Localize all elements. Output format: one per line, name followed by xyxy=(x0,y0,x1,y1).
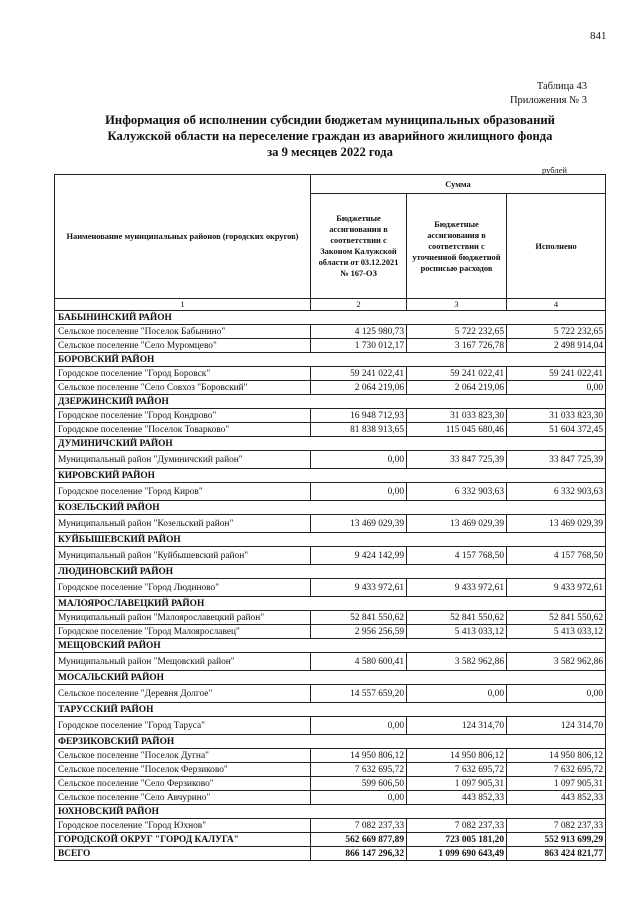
executed-value: 13 469 029,39 xyxy=(507,515,606,533)
table-row xyxy=(55,547,606,565)
empty-cell xyxy=(507,469,606,483)
law-allocation-value: 14 950 806,12 xyxy=(311,749,407,763)
header-sum: Сумма xyxy=(311,175,606,194)
table-row xyxy=(55,777,606,791)
empty-cell xyxy=(311,597,407,611)
executed-value: 7 632 695,72 xyxy=(507,763,606,777)
executed-value: 3 582 962,86 xyxy=(507,653,606,671)
municipality-name: Муниципальный район "Думиничский район" xyxy=(55,451,311,469)
law-allocation-value: 866 147 296,32 xyxy=(311,847,407,861)
table-row xyxy=(55,339,606,353)
region-header-row xyxy=(55,671,606,685)
region-name: ЮХНОВСКИЙ РАЙОН xyxy=(55,805,311,819)
table-row xyxy=(55,515,606,533)
law-allocation-value: 0,00 xyxy=(311,451,407,469)
total-row xyxy=(55,833,606,847)
region-header-row xyxy=(55,533,606,547)
law-allocation-value: 2 956 256,59 xyxy=(311,625,407,639)
revised-allocation-value: 33 847 725,39 xyxy=(407,451,507,469)
empty-cell xyxy=(407,395,507,409)
region-header-row xyxy=(55,437,606,451)
municipality-name: Сельское поселение "Поселок Дугна" xyxy=(55,749,311,763)
law-allocation-value: 1 730 012,17 xyxy=(311,339,407,353)
column-number: 2 xyxy=(311,299,407,311)
document-title xyxy=(60,112,600,160)
column-number: 3 xyxy=(407,299,507,311)
table-row xyxy=(55,653,606,671)
law-allocation-value: 2 064 219,06 xyxy=(311,381,407,395)
empty-cell xyxy=(507,437,606,451)
law-allocation-value: 7 632 695,72 xyxy=(311,763,407,777)
region-header-row xyxy=(55,805,606,819)
empty-cell xyxy=(407,533,507,547)
municipality-name: Городское поселение "Город Малоярославец" xyxy=(55,625,311,639)
empty-cell xyxy=(311,353,407,367)
executed-value: 4 157 768,50 xyxy=(507,547,606,565)
revised-allocation-value: 7 082 237,33 xyxy=(407,819,507,833)
law-allocation-value: 7 082 237,33 xyxy=(311,819,407,833)
empty-cell xyxy=(311,533,407,547)
law-allocation-value: 14 557 659,20 xyxy=(311,685,407,703)
municipality-name: ГОРОДСКОЙ ОКРУГ "ГОРОД КАЛУГА" xyxy=(55,833,311,847)
region-header-row xyxy=(55,469,606,483)
revised-allocation-value: 5 413 033,12 xyxy=(407,625,507,639)
table-row xyxy=(55,611,606,625)
municipality-name: Сельское поселение "Село Ферзиково" xyxy=(55,777,311,791)
revised-allocation-value: 1 097 905,31 xyxy=(407,777,507,791)
law-allocation-value: 13 469 029,39 xyxy=(311,515,407,533)
revised-allocation-value: 13 469 029,39 xyxy=(407,515,507,533)
municipality-name: Городское поселение "Город Киров" xyxy=(55,483,311,501)
executed-value: 124 314,70 xyxy=(507,717,606,735)
empty-cell xyxy=(507,671,606,685)
revised-allocation-value: 52 841 550,62 xyxy=(407,611,507,625)
region-header-row xyxy=(55,639,606,653)
empty-cell xyxy=(507,805,606,819)
region-name: ТАРУССКИЙ РАЙОН xyxy=(55,703,311,717)
header-revised-allocations: Бюджетные ассигнования в соответствии с уточненной бюджетной росписью расходов xyxy=(407,194,507,299)
table-row xyxy=(55,451,606,469)
table-row xyxy=(55,763,606,777)
municipality-name: Городское поселение "Город Боровск" xyxy=(55,367,311,381)
column-number: 1 xyxy=(55,299,311,311)
empty-cell xyxy=(407,671,507,685)
executed-value: 51 604 372,45 xyxy=(507,423,606,437)
empty-cell xyxy=(311,395,407,409)
revised-allocation-value: 59 241 022,41 xyxy=(407,367,507,381)
revised-allocation-value: 3 167 726,78 xyxy=(407,339,507,353)
empty-cell xyxy=(507,501,606,515)
empty-cell xyxy=(311,703,407,717)
empty-cell xyxy=(311,735,407,749)
region-name: ДЗЕРЖИНСКИЙ РАЙОН xyxy=(55,395,311,409)
empty-cell xyxy=(407,353,507,367)
law-allocation-value: 0,00 xyxy=(311,717,407,735)
revised-allocation-value: 4 157 768,50 xyxy=(407,547,507,565)
law-allocation-value: 0,00 xyxy=(311,483,407,501)
empty-cell xyxy=(311,311,407,325)
header-name: Наименование муниципальных районов (городских округов) xyxy=(55,175,311,299)
executed-value: 5 722 232,65 xyxy=(507,325,606,339)
municipality-name: Сельское поселение "Поселок Бабынино" xyxy=(55,325,311,339)
table-row xyxy=(55,717,606,735)
municipality-name: Муниципальный район "Мещовский район" xyxy=(55,653,311,671)
region-name: МАЛОЯРОСЛАВЕЦКИЙ РАЙОН xyxy=(55,597,311,611)
revised-allocation-value: 9 433 972,61 xyxy=(407,579,507,597)
empty-cell xyxy=(407,311,507,325)
table-row xyxy=(55,409,606,423)
region-header-row xyxy=(55,735,606,749)
empty-cell xyxy=(407,805,507,819)
region-name: МЕЩОВСКИЙ РАЙОН xyxy=(55,639,311,653)
appendix-label: Приложения № 3 xyxy=(509,95,587,106)
currency-unit: рублей xyxy=(542,165,567,175)
table-row xyxy=(55,749,606,763)
empty-cell xyxy=(407,597,507,611)
subsidy-table xyxy=(54,174,606,861)
municipality-name: Муниципальный район "Куйбышевский район" xyxy=(55,547,311,565)
executed-value: 31 033 823,30 xyxy=(507,409,606,423)
executed-value: 14 950 806,12 xyxy=(507,749,606,763)
empty-cell xyxy=(507,735,606,749)
law-allocation-value: 9 424 142,99 xyxy=(311,547,407,565)
region-name: ДУМИНИЧСКИЙ РАЙОН xyxy=(55,437,311,451)
empty-cell xyxy=(507,639,606,653)
total-row xyxy=(55,847,606,861)
revised-allocation-value: 2 064 219,06 xyxy=(407,381,507,395)
executed-value: 52 841 550,62 xyxy=(507,611,606,625)
empty-cell xyxy=(507,597,606,611)
executed-value: 59 241 022,41 xyxy=(507,367,606,381)
region-name: БОРОВСКИЙ РАЙОН xyxy=(55,353,311,367)
table-row xyxy=(55,483,606,501)
empty-cell xyxy=(407,735,507,749)
municipality-name: Городское поселение "Поселок Товарково" xyxy=(55,423,311,437)
page-number: 841 xyxy=(590,30,607,42)
municipality-name: Сельское поселение "Село Муромцево" xyxy=(55,339,311,353)
table-row xyxy=(55,819,606,833)
empty-cell xyxy=(507,311,606,325)
empty-cell xyxy=(407,437,507,451)
empty-cell xyxy=(311,469,407,483)
municipality-name: Муниципальный район "Малоярославецкий район" xyxy=(55,611,311,625)
executed-value: 5 413 033,12 xyxy=(507,625,606,639)
law-allocation-value: 562 669 877,89 xyxy=(311,833,407,847)
empty-cell xyxy=(507,533,606,547)
executed-value: 2 498 914,04 xyxy=(507,339,606,353)
table-row xyxy=(55,381,606,395)
municipality-name: Городское поселение "Город Людиново" xyxy=(55,579,311,597)
executed-value: 0,00 xyxy=(507,381,606,395)
table-caption xyxy=(510,80,587,108)
municipality-name: Муниципальный район "Козельский район" xyxy=(55,515,311,533)
municipality-name: Сельское поселение "Село Совхоз "Боровский" xyxy=(55,381,311,395)
law-allocation-value: 59 241 022,41 xyxy=(311,367,407,381)
header-law-allocations: Бюджетные ассигнования в соответствии с Законом Калужской области от 03.12.2021 № 167-ОЗ xyxy=(311,194,407,299)
table-label: Таблица 43 xyxy=(536,81,587,92)
column-number: 4 xyxy=(507,299,606,311)
revised-allocation-value: 5 722 232,65 xyxy=(407,325,507,339)
revised-allocation-value: 0,00 xyxy=(407,685,507,703)
region-header-row xyxy=(55,597,606,611)
revised-allocation-value: 1 099 690 643,49 xyxy=(407,847,507,861)
table-row xyxy=(55,423,606,437)
empty-cell xyxy=(311,501,407,515)
municipality-name: Городское поселение "Город Кондрово" xyxy=(55,409,311,423)
region-name: ЛЮДИНОВСКИЙ РАЙОН xyxy=(55,565,311,579)
revised-allocation-value: 31 033 823,30 xyxy=(407,409,507,423)
law-allocation-value: 4 580 600,41 xyxy=(311,653,407,671)
table-row xyxy=(55,367,606,381)
region-header-row xyxy=(55,395,606,409)
municipality-name: Городское поселение "Город Таруса" xyxy=(55,717,311,735)
empty-cell xyxy=(311,671,407,685)
executed-value: 7 082 237,33 xyxy=(507,819,606,833)
executed-value: 0,00 xyxy=(507,685,606,703)
table-row xyxy=(55,791,606,805)
empty-cell xyxy=(407,703,507,717)
region-name: КОЗЕЛЬСКИЙ РАЙОН xyxy=(55,501,311,515)
empty-cell xyxy=(407,469,507,483)
revised-allocation-value: 14 950 806,12 xyxy=(407,749,507,763)
empty-cell xyxy=(311,437,407,451)
title-line: Калужской области на переселение граждан из аварийного жилищного фонда xyxy=(107,129,553,143)
table-row xyxy=(55,325,606,339)
empty-cell xyxy=(407,639,507,653)
executed-value: 9 433 972,61 xyxy=(507,579,606,597)
region-header-row xyxy=(55,703,606,717)
revised-allocation-value: 124 314,70 xyxy=(407,717,507,735)
table-body xyxy=(55,311,606,861)
region-header-row xyxy=(55,565,606,579)
empty-cell xyxy=(311,565,407,579)
law-allocation-value: 52 841 550,62 xyxy=(311,611,407,625)
empty-cell xyxy=(507,703,606,717)
region-name: КИРОВСКИЙ РАЙОН xyxy=(55,469,311,483)
region-header-row xyxy=(55,311,606,325)
revised-allocation-value: 723 005 181,20 xyxy=(407,833,507,847)
executed-value: 863 424 821,77 xyxy=(507,847,606,861)
title-line: за 9 месяцев 2022 года xyxy=(267,145,393,159)
law-allocation-value: 0,00 xyxy=(311,791,407,805)
empty-cell xyxy=(311,805,407,819)
empty-cell xyxy=(407,501,507,515)
executed-value: 6 332 903,63 xyxy=(507,483,606,501)
empty-cell xyxy=(407,565,507,579)
table-row xyxy=(55,685,606,703)
revised-allocation-value: 443 852,33 xyxy=(407,791,507,805)
region-name: ФЕРЗИКОВСКИЙ РАЙОН xyxy=(55,735,311,749)
revised-allocation-value: 7 632 695,72 xyxy=(407,763,507,777)
municipality-name: Сельское поселение "Село Авчурино" xyxy=(55,791,311,805)
empty-cell xyxy=(311,639,407,653)
empty-cell xyxy=(507,353,606,367)
revised-allocation-value: 6 332 903,63 xyxy=(407,483,507,501)
region-name: КУЙБЫШЕВСКИЙ РАЙОН xyxy=(55,533,311,547)
header-executed: Исполнено xyxy=(507,194,606,299)
region-header-row xyxy=(55,501,606,515)
municipality-name: Городское поселение "Город Юхнов" xyxy=(55,819,311,833)
executed-value: 1 097 905,31 xyxy=(507,777,606,791)
region-name: МОСАЛЬСКИЙ РАЙОН xyxy=(55,671,311,685)
law-allocation-value: 81 838 913,65 xyxy=(311,423,407,437)
table-row xyxy=(55,625,606,639)
executed-value: 552 913 699,29 xyxy=(507,833,606,847)
revised-allocation-value: 3 582 962,86 xyxy=(407,653,507,671)
municipality-name: Сельское поселение "Деревня Долгое" xyxy=(55,685,311,703)
title-line: Информация об исполнении субсидии бюджетам муниципальных образований xyxy=(105,113,555,127)
revised-allocation-value: 115 045 680,46 xyxy=(407,423,507,437)
empty-cell xyxy=(507,395,606,409)
municipality-name: Сельское поселение "Поселок Ферзиково" xyxy=(55,763,311,777)
executed-value: 443 852,33 xyxy=(507,791,606,805)
law-allocation-value: 16 948 712,93 xyxy=(311,409,407,423)
executed-value: 33 847 725,39 xyxy=(507,451,606,469)
region-name: БАБЫНИНСКИЙ РАЙОН xyxy=(55,311,311,325)
region-header-row xyxy=(55,353,606,367)
table-row xyxy=(55,579,606,597)
law-allocation-value: 9 433 972,61 xyxy=(311,579,407,597)
law-allocation-value: 599 606,50 xyxy=(311,777,407,791)
municipality-name: ВСЕГО xyxy=(55,847,311,861)
empty-cell xyxy=(507,565,606,579)
law-allocation-value: 4 125 980,73 xyxy=(311,325,407,339)
